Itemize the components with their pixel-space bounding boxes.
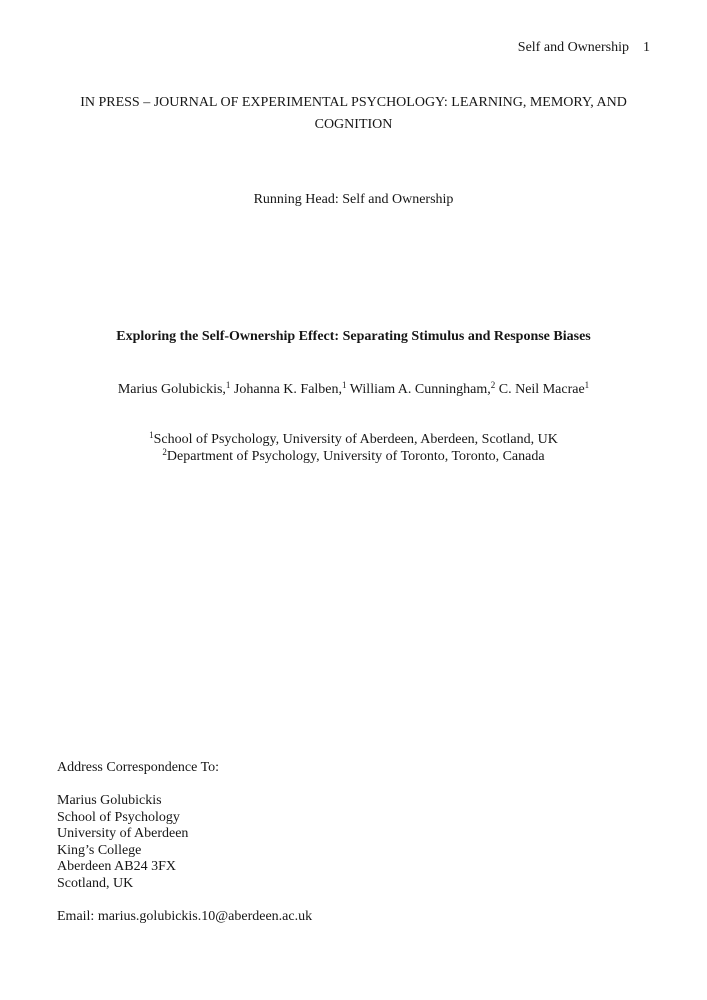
- correspondence-email: Email: marius.golubickis.10@aberdeen.ac.uk: [57, 908, 313, 924]
- affiliation-marker: 2: [162, 446, 167, 457]
- author-affiliation-marker: 1: [225, 380, 231, 390]
- author-affiliation-marker: 2: [490, 380, 496, 390]
- spacer: [57, 777, 312, 794]
- header-page-number: 1: [643, 40, 650, 55]
- affiliation-marker: 1: [149, 430, 154, 440]
- affiliation-line: $^1$School of Psychology, University of Aberdeen, Aberdeen, Scotland, UK: [149, 430, 558, 447]
- address-line: Aberdeen AB24 3FX: [57, 859, 176, 874]
- correspondence-address: [57, 793, 312, 892]
- author-affiliation-marker: 1: [342, 380, 347, 390]
- paper-title: Exploring the Self-Ownership Effect: Separating Stimulus and Response Biases: [116, 329, 591, 344]
- author-name: C. Neil Macrae$^1$: [495, 380, 590, 397]
- address-line: King’s College: [57, 842, 142, 858]
- address-line: University of Aberdeen: [57, 826, 189, 841]
- header-running-title: Self and Ownership: [517, 40, 629, 55]
- affiliation-line: $^2$Department of Psychology, University of Toronto, Toronto, Canada: [162, 446, 545, 464]
- author-affiliation-marker: 1: [584, 380, 590, 390]
- in-press-notice: IN PRESS – JOURNAL OF EXPERIMENTAL PSYCHOLOGY: LEARNING, MEMORY, AND COGNITION: [80, 95, 627, 132]
- correspondence-heading: Address Correspondence To:: [57, 760, 220, 775]
- affiliation-list: [40, 432, 667, 465]
- author-name: Johanna K. Falben,$^1$: [230, 380, 347, 397]
- spacer: [57, 892, 312, 909]
- address-line: Scotland, UK: [57, 875, 134, 891]
- correspondence-block: [57, 760, 312, 925]
- address-line: Marius Golubickis: [57, 793, 162, 808]
- address-line: School of Psychology: [57, 809, 180, 825]
- author-name: Marius Golubickis,$^1$: [117, 380, 231, 397]
- author-list: [30, 382, 677, 398]
- page-header: [518, 40, 650, 56]
- author-name: William A. Cunningham,$^2$: [346, 380, 496, 397]
- running-head: Running Head: Self and Ownership: [253, 192, 454, 207]
